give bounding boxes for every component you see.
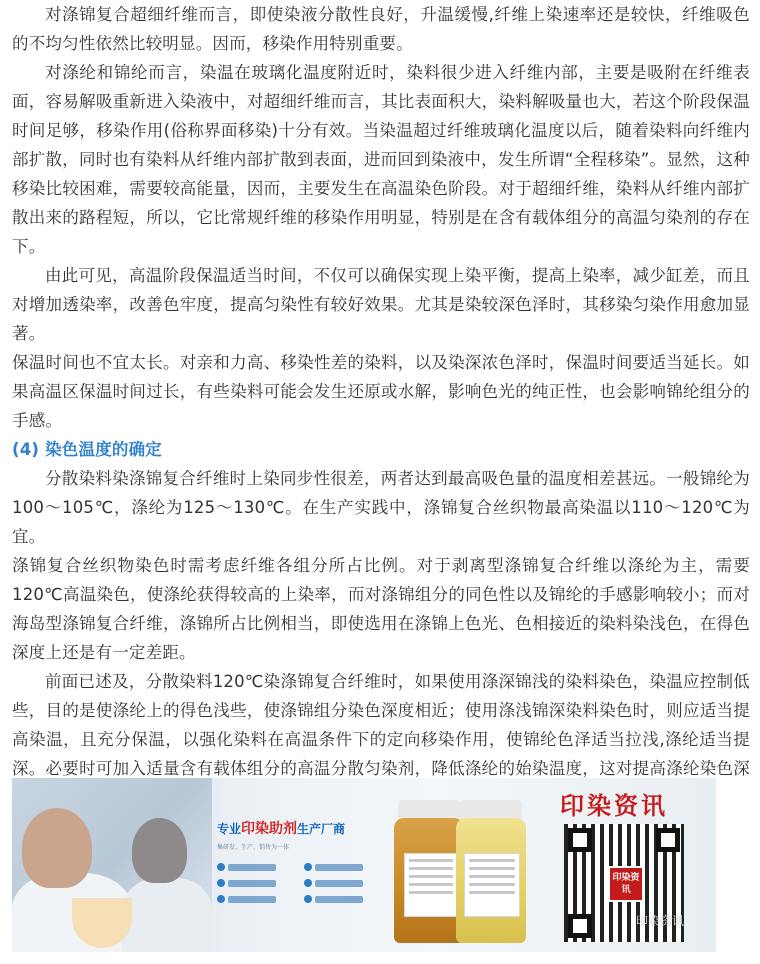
feature-item: [217, 879, 300, 887]
paragraph-5: 分散染料染涤锦复合纤维时上染同步性很差，两者达到最高吸色量的温度相差甚远。一般锦纶为100～105℃，涤纶为125～130℃。在生产实践中，涤锦复合丝织物最高染温以110～120℃为宜。: [12, 469, 750, 546]
article-body: [12, 0, 750, 812]
check-icon: [217, 863, 225, 871]
promo-highlight: 印染助剂: [241, 821, 298, 837]
feature-item: [304, 879, 387, 887]
feature-text-blur: [228, 896, 276, 903]
feature-text-blur: [228, 864, 276, 871]
feature-item: [304, 863, 387, 871]
bottle-label: [404, 853, 458, 917]
qr-finder: [656, 828, 680, 852]
feature-text-blur: [315, 864, 363, 871]
promo-title: [217, 818, 387, 838]
paragraph-7: 前面已述及，分散染料120℃染涤锦复合纤维时，如果使用涤深锦浅的染料染色，染温应控制低些，目的是使涤纶上的得色浅些，使涤锦组分染色深度相近；使用涤浅锦深染料染色时，则应适当提高染温，且充分保温，以强化染料在高温条件下的定向移染作用，使锦纶色泽适当拉浅,涤纶适当提深。必要时可加入适量含有载体组分的高温分散匀染剂，降低涤纶的始染温度，这对提高涤纶染色深: [12, 672, 750, 778]
qr-finder: [568, 828, 592, 852]
promo-subtitle: 集研发、生产、销售为一体: [217, 844, 290, 851]
bottle-label: [464, 853, 520, 917]
paragraph-1: 对涤锦复合超细纤维而言，即使染液分散性良好，升温缓慢,纤维上染速率还是较快，纤维吸色的不均匀性依然比较明显。因而，移染作用特别重要。: [12, 5, 750, 53]
feature-item: [304, 895, 387, 903]
feature-item: [217, 895, 300, 903]
paragraph-2: 对涤纶和锦纶而言，染温在玻璃化温度附近时，染料很少进入纤维内部，主要是吸附在纤维表面，容易解吸重新进入染液中，对超细纤维而言，其比表面积大，染料解吸量也大，若这个阶段保温时间足够，移染作用(俗称界面移染)十分有效。当染温超过纤维玻璃化温度以后，随着染料向纤维内部扩散，同时也有染料从纤维内部扩散到表面，进而回到染液中，发生所谓“全程移染”。显然，这种移染比较困难，需要较高能量，因而，主要发生在高温染色阶段。对于超细纤维，染料从纤维内部扩散出来的路程短，所以，它比常规纤维的移染作用明显，特别是在含有载体组分的高温匀染剂的存在下。: [12, 63, 750, 256]
researcher-shape: [132, 818, 187, 883]
check-icon: [304, 895, 312, 903]
feature-text-blur: [228, 880, 276, 887]
paragraph-3: 由此可见，高温阶段保温适当时间，不仅可以确保实现上染平衡，提高上染率，减少缸差，而且对增加透染率，改善色牢度，提高匀染性有较好效果。尤其是染较深色泽时，其移染匀染作用愈加显著。: [12, 266, 750, 343]
lab-photo: [12, 778, 212, 952]
promo-prefix: 专业: [217, 822, 242, 836]
promo-suffix: 生产厂商: [297, 822, 346, 836]
paragraph-4: 保温时间也不宜太长。对亲和力高、移染性差的染料，以及染深浓色泽时，保温时间要适当延长。如果高温区保温时间过长，有些染料可能会发生还原或水解，影响色光的纯正性，也会影响锦纶组分的手感。: [12, 353, 750, 430]
qr-finder: [568, 914, 592, 938]
section-heading: (4) 染色温度的确定: [12, 440, 163, 459]
qr-center-text: 印染资讯: [612, 873, 640, 895]
feature-text-blur: [315, 896, 363, 903]
check-icon: [304, 863, 312, 871]
feature-item: [217, 863, 300, 871]
qr-center-logo: [608, 866, 644, 902]
check-icon: [217, 879, 225, 887]
promo-block: [217, 818, 387, 903]
check-icon: [304, 879, 312, 887]
feature-grid: [217, 863, 387, 903]
check-icon: [217, 895, 225, 903]
advertisement-banner[interactable]: [12, 778, 716, 952]
watermark-text: 印染资讯: [636, 914, 685, 928]
researcher-shape: [22, 808, 92, 888]
lab-coat-shape: [122, 878, 212, 952]
paragraph-6: 涤锦复合丝织物染色时需考虑纤维各组分所占比例。对于剥离型涤锦复合纤维以涤纶为主，需要120℃高温染色，使涤纶获得较高的上染率，而对涤锦组分的同色性以及锦纶的手感影响较小；而对海岛型涤锦复合纤维，涤锦所占比例相当，即使选用在涤锦上色光、色相接近的染料染浅色，在得色深度上还是有一定差距。: [12, 556, 750, 662]
feature-text-blur: [315, 880, 363, 887]
brand-logo-text: 印染资讯: [560, 791, 668, 820]
